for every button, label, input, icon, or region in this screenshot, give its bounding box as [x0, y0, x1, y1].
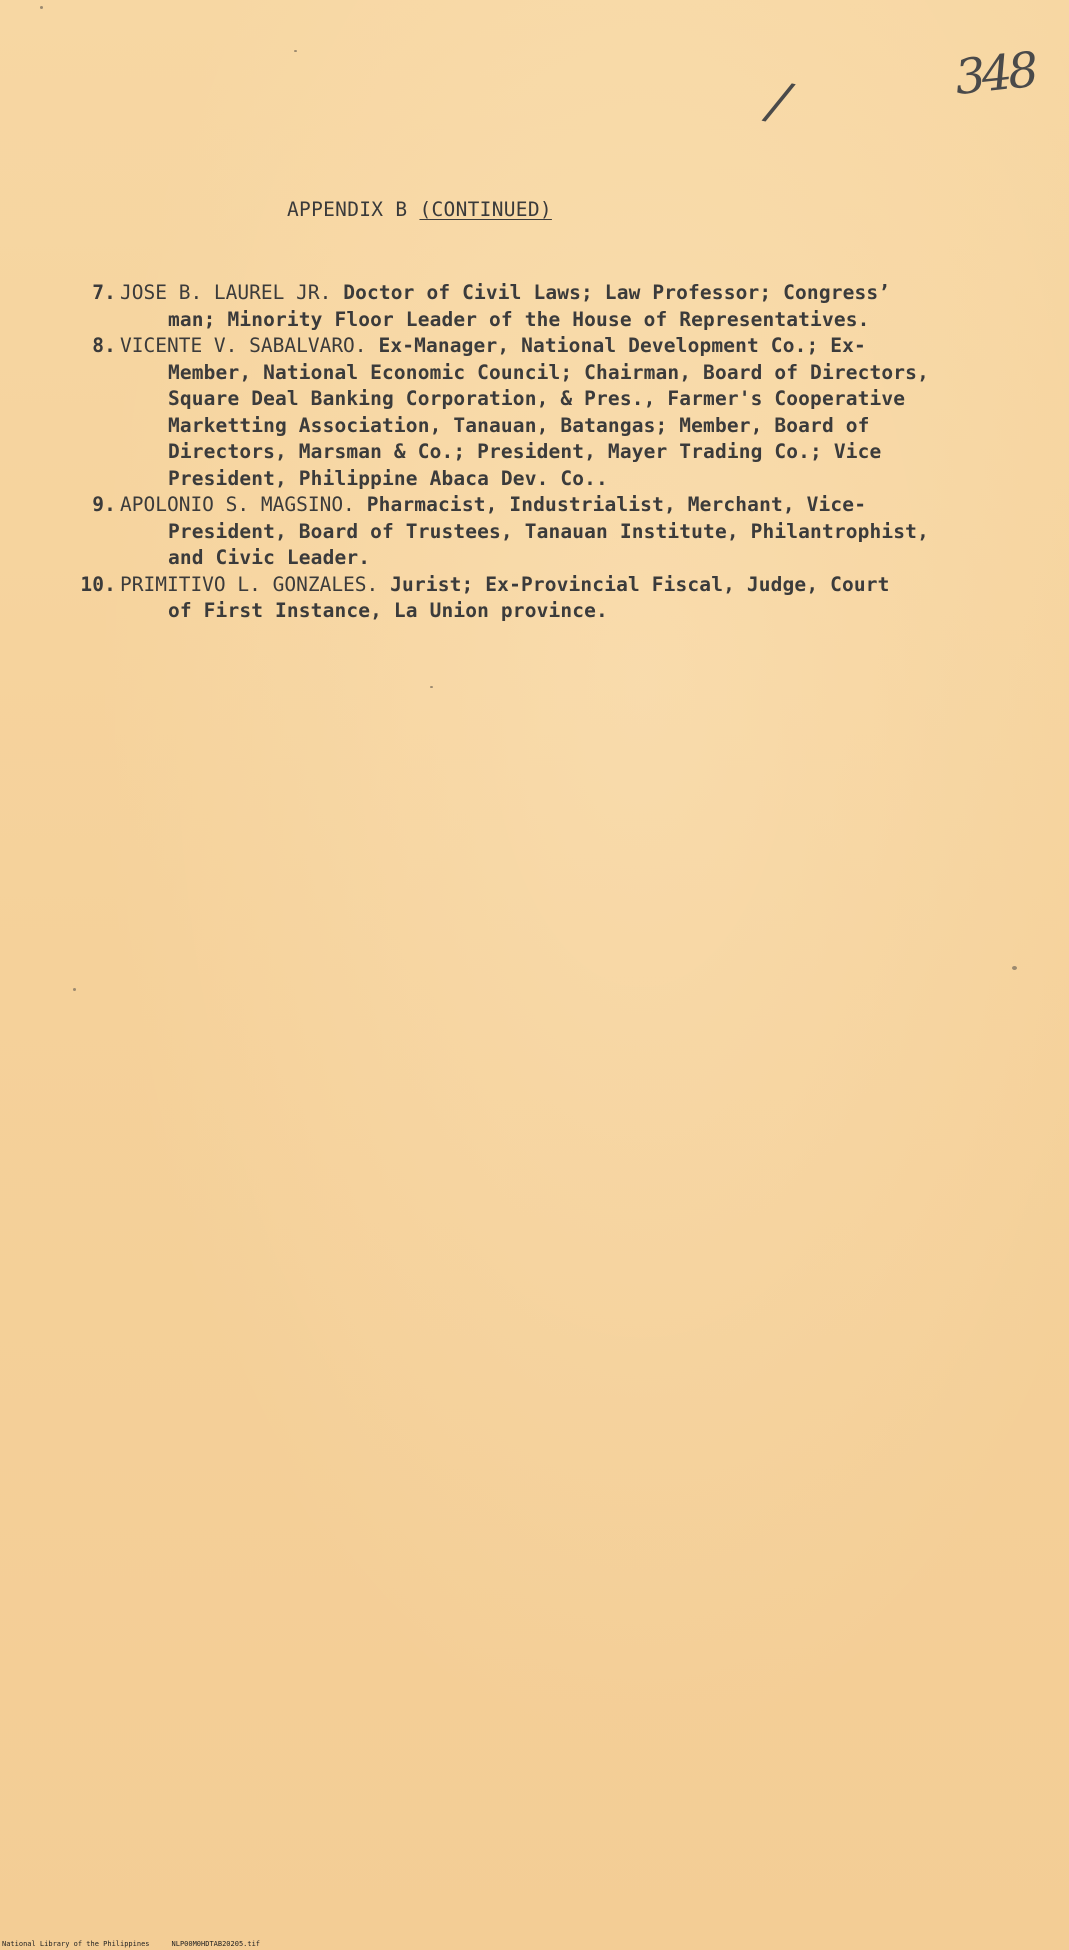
paper-speck [40, 6, 43, 9]
entry-text: Directors, Marsman & Co.; President, Mayer Trading Co.; Vice [168, 440, 882, 463]
entry-number: 10. [80, 572, 116, 596]
list-item [76, 280, 1026, 333]
paper-speck [430, 686, 433, 688]
entry-name: APOLONIO S. MAGSINO. [120, 493, 355, 516]
entry-text: President, Board of Trustees, Tanauan Institute, Philantrophist, [168, 519, 929, 543]
entry-text: of First Instance, La Union province. [168, 599, 608, 622]
entry-text: and Civic Leader. [168, 546, 371, 569]
list-item [76, 492, 1026, 572]
scan-footer [2, 1940, 260, 1948]
paper-speck [73, 988, 76, 991]
entry-text: man; Minority Floor Leader of the House of Representatives. [168, 307, 870, 331]
list-item [76, 572, 1026, 625]
entry-number: 9. [92, 493, 116, 516]
footer-filename: NLP00M0HDTAB20205.tif [171, 1940, 261, 1948]
entry-name: JOSE B. LAUREL JR. [120, 281, 332, 304]
entry-first-line [120, 333, 1026, 360]
entry-text: Jurist; Ex-Provincial Fiscal, Judge, Court [390, 572, 890, 596]
entry-first-line [120, 572, 1026, 599]
footer-library: National Library of the Philippines [2, 1940, 150, 1948]
handwritten-page-number: 348 [952, 41, 1038, 107]
entry-text: Member, National Economic Council; Chairman, Board of Directors, [168, 360, 929, 384]
entry-name: VICENTE V. SABALVARO. [120, 334, 367, 357]
entry-first-line [120, 492, 1026, 519]
paper-speck [1012, 966, 1017, 970]
entry-number: 7. [92, 281, 116, 304]
list-item [76, 333, 1026, 492]
page-heading [287, 198, 552, 221]
entry-text: Doctor of Civil Laws; Law Professor; Congress’ [343, 281, 891, 304]
entry-first-line [120, 280, 1026, 307]
appendix-entry-list [76, 280, 1026, 625]
entry-text: Pharmacist, Industrialist, Merchant, Vice- [366, 493, 867, 516]
entry-text: Ex-Manager, National Development Co.; Ex- [378, 334, 866, 357]
heading-continued: (CONTINUED) [419, 198, 552, 221]
entry-text: Square Deal Banking Corporation, & Pres., Farmer's Cooperative [168, 387, 906, 410]
handwritten-slash-mark: / [763, 70, 794, 134]
entry-text: President, Philippine Abaca Dev. Co.. [168, 466, 608, 490]
paper-speck [294, 50, 297, 52]
entry-name: PRIMITIVO L. GONZALES. [120, 572, 379, 596]
entry-number: 8. [92, 334, 116, 357]
heading-prefix: APPENDIX B [287, 198, 420, 221]
entry-text: Marketting Association, Tanauan, Batangas; Member, Board of [168, 413, 870, 437]
